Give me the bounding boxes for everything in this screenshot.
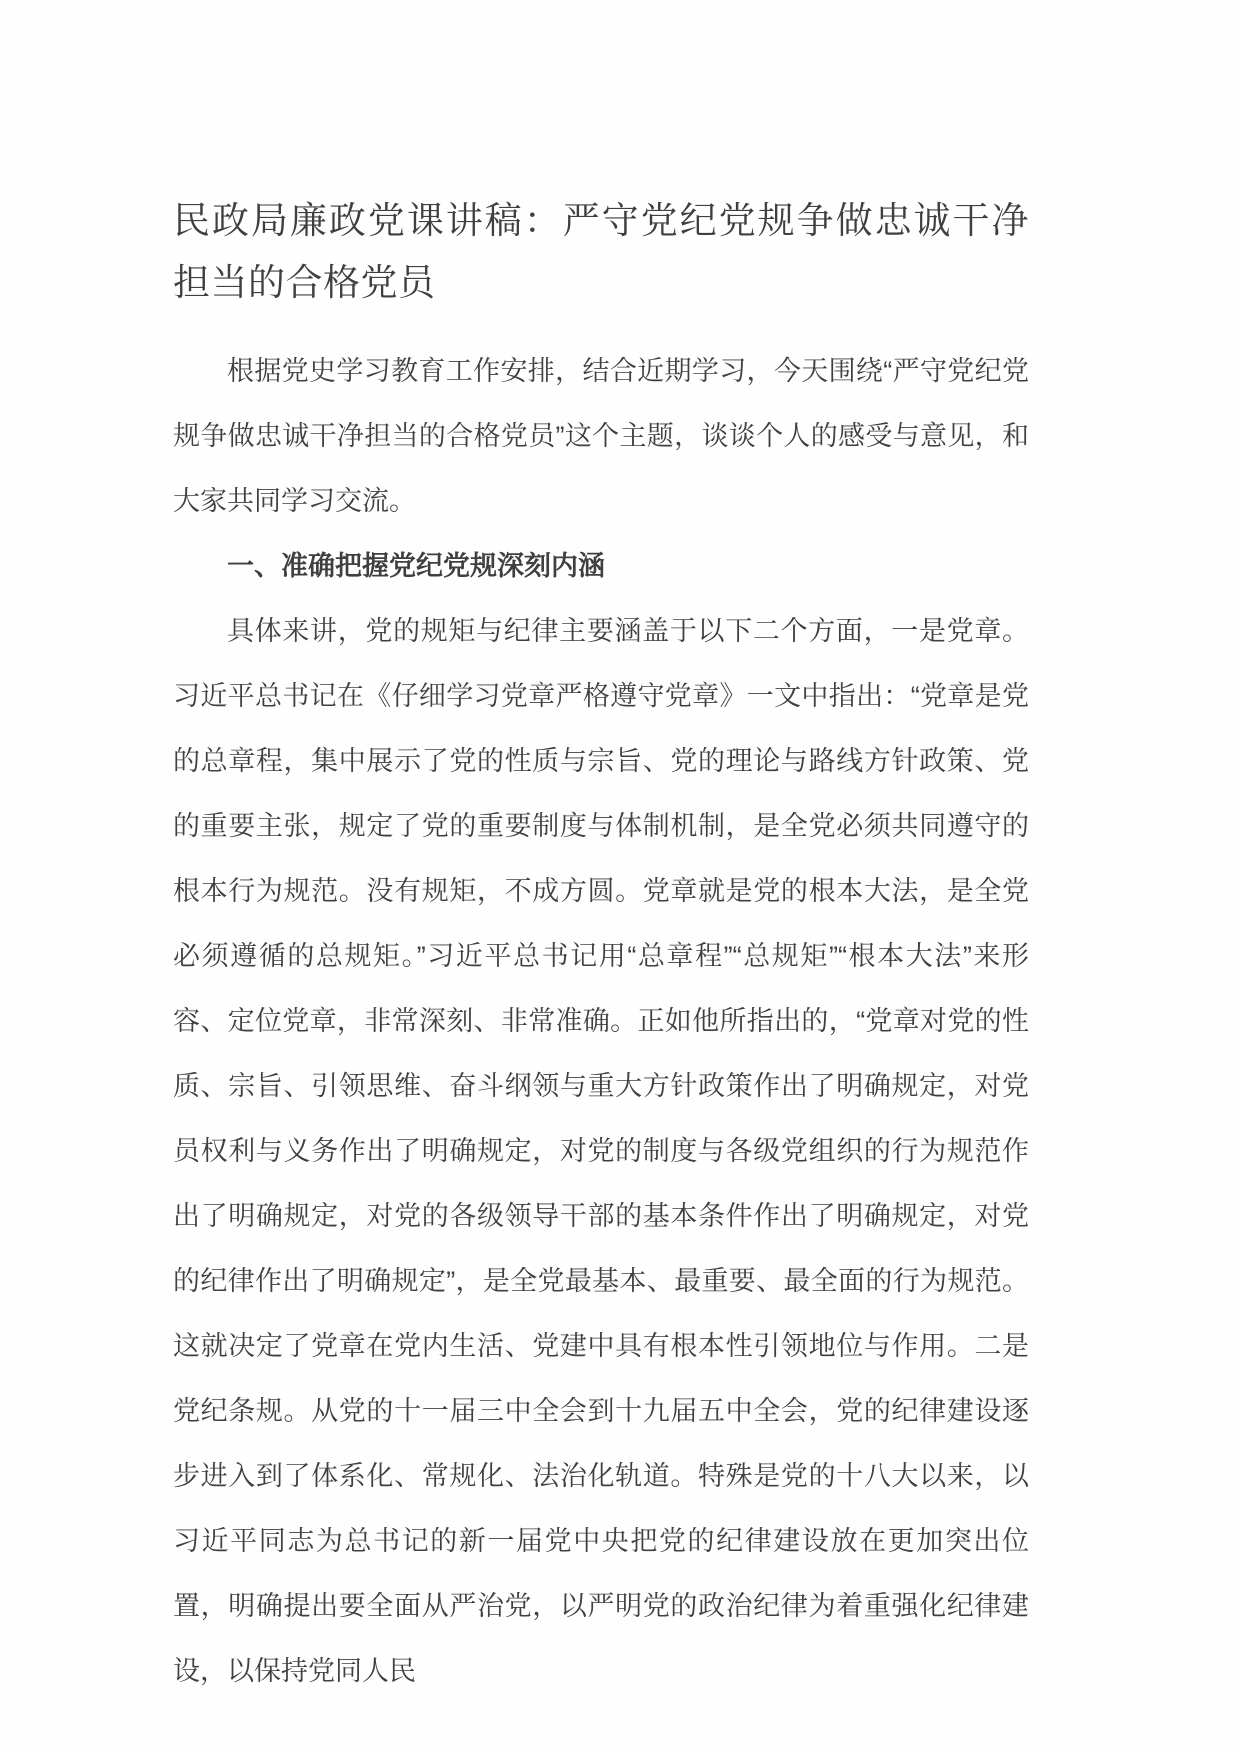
paragraph: 具体来讲，党的规矩与纪律主要涵盖于以下二个方面，一是党章。习近平总书记在《仔细学习党章严格遵守党章》一文中指出：“党章是党的总章程，集中展示了党的性质与宗旨、党的理论与路线方针政策、党的重要主张，规定了党的重要制度与体制机制，是全党必须共同遵守的根本行为规范。没有规矩，不成方圆。党章就是党的根本大法，是全党必须遵循的总规矩。”习近平总书记用“总章程”“总规矩”“根本大法”来形容、定位党章，非常深刻、非常准确。正如他所指出的，“党章对党的性质、宗旨、引领思维、奋斗纲领与重大方针政策作出了明确规定，对党员权利与义务作出了明确规定，对党的制度与各级党组织的行为规范作出了明确规定，对党的各级领导干部的基本条件作出了明确规定，对党的纪律作出了明确规定”，是全党最基本、最重要、最全面的行为规范。这就决定了党章在党内生活、党建中具有根本性引领地位与作用。二是党纪条规。从党的十一届三中全会到十九届五中全会，党的纪律建设逐步进入到了体系化、常规化、法治化轨道。特殊是党的十八大以来，以习近平同志为总书记的新一届党中央把党的纪律建设放在更加突出位置，明确提出要全面从严治党，以严明党的政治纪律为着重强化纪律建设，以保持党同人民: [173, 616, 1029, 1686]
document-title: 民政局廉政党课讲稿：严守党纪党规争做忠诚干净担当的合格党员: [173, 200, 1029, 303]
document-content: [173, 190, 1029, 1704]
document-paragraphs: [173, 339, 1029, 1704]
section-heading: 一、准确把握党纪党规深刻内涵: [227, 551, 605, 581]
paragraph: 根据党史学习教育工作安排，结合近期学习，今天围绕“严守党纪党规争做忠诚干净担当的合格党员”这个主题，谈谈个人的感受与意见，和大家共同学习交流。: [173, 356, 1029, 516]
